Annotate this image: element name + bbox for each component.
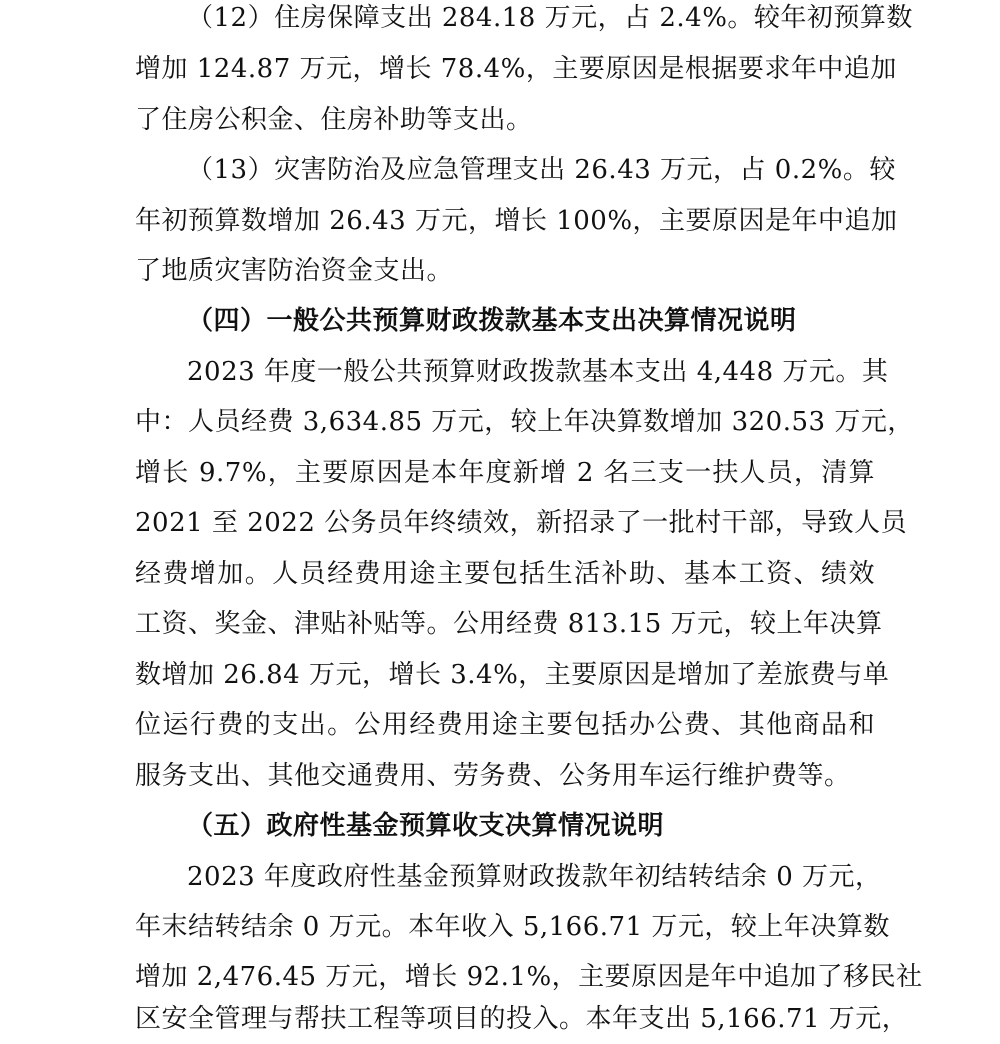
- section-heading-4: （四）一般公共预算财政拨款基本支出决算情况说明: [187, 306, 797, 336]
- paragraph-12-line-3: 了住房公积金、住房补助等支出。: [135, 105, 533, 135]
- section-heading-5: （五）政府性基金预算收支决算情况说明: [187, 811, 665, 841]
- paragraph-12-line-2: 增加 124.87 万元，增长 78.4%，主要原因是根据要求年中追加: [135, 54, 897, 84]
- section-4-line-1: 2023 年度一般公共预算财政拨款基本支出 4,448 万元。其: [187, 357, 889, 387]
- section-4-line-2: 中：人员经费 3,634.85 万元，较上年决算数增加 320.53 万元，: [135, 407, 914, 437]
- paragraph-13-line-2: 年初预算数增加 26.43 万元，增长 100%，主要原因是年中追加: [135, 206, 898, 236]
- section-4-line-7: 数增加 26.84 万元，增长 3.4%，主要原因是增加了差旅费与单: [135, 660, 890, 690]
- paragraph-13-line-1: （13）灾害防治及应急管理支出 26.43 万元，占 0.2%。较: [187, 155, 896, 185]
- section-4-line-6: 工资、奖金、津贴补贴等。公用经费 813.15 万元，较上年决算: [135, 609, 883, 639]
- section-5-line-2: 年末结转结余 0 万元。本年收入 5,166.71 万元，较上年决算数: [135, 912, 890, 942]
- section-5-line-1: 2023 年度政府性基金预算财政拨款年初结转结余 0 万元，: [187, 862, 882, 892]
- section-5-line-3: 增加 2,476.45 万元，增长 92.1%，主要原因是年中追加了移民社: [135, 962, 923, 992]
- section-4-line-4: 2021 至 2022 公务员年终绩效，新招录了一批村干部，导致人员: [135, 508, 908, 538]
- section-5-line-4: 区安全管理与帮扶工程等项目的投入。本年支出 5,166.71 万元，: [135, 1004, 909, 1034]
- paragraph-12-line-1: （12）住房保障支出 284.18 万元，占 2.4%。较年初预算数: [187, 3, 913, 33]
- section-4-line-9: 服务支出、其他交通费用、劳务费、公务用车运行维护费等。: [135, 761, 851, 791]
- paragraph-13-line-3: 了地质灾害防治资金支出。: [135, 256, 454, 286]
- section-4-line-5: 经费增加。人员经费用途主要包括生活补助、基本工资、绩效: [135, 559, 875, 589]
- section-4-line-3: 增长 9.7%，主要原因是本年度新增 2 名三支一扶人员，清算: [135, 458, 875, 488]
- section-4-line-8: 位运行费的支出。公用经费用途主要包括办公费、其他商品和: [135, 710, 875, 740]
